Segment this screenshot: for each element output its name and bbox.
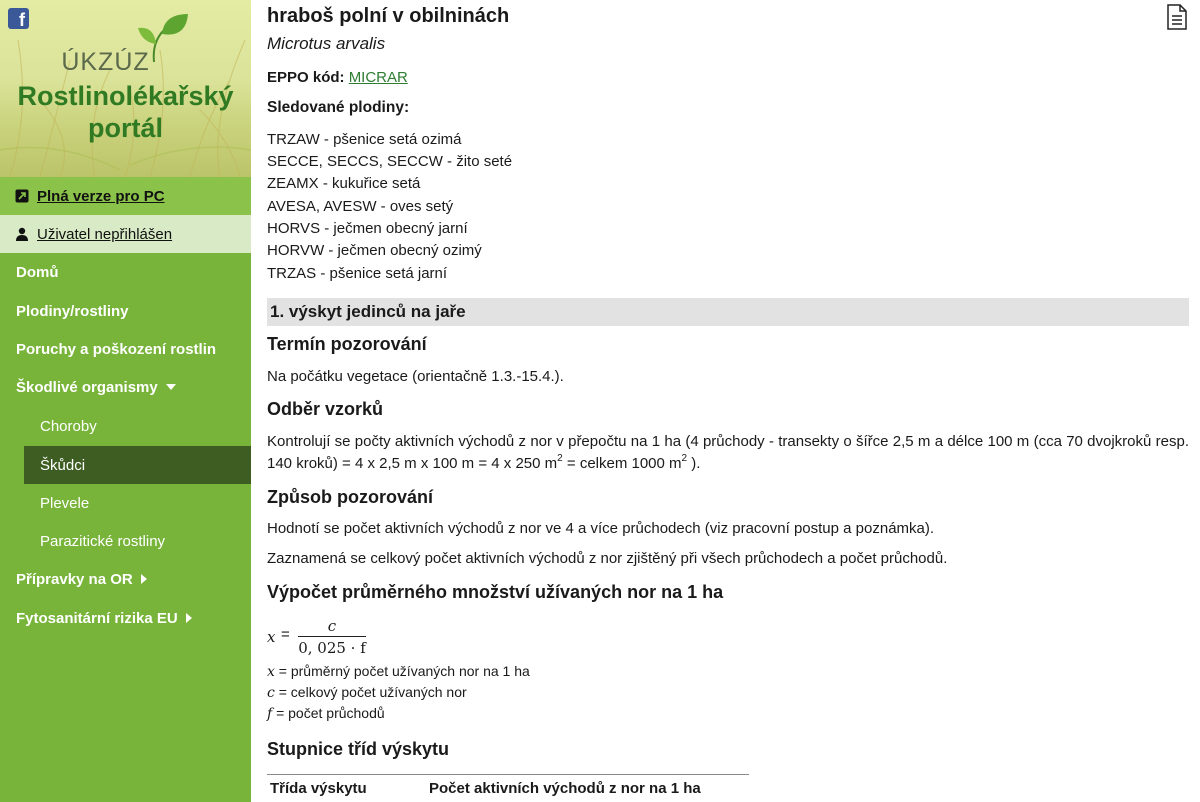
crop-item: TRZAW - pšenice setá ozimá (267, 131, 462, 148)
legend-symbol: c (267, 685, 275, 701)
sampling-exponent: 2 (557, 453, 563, 464)
crop-item: TRZAS - pšenice setá jarní (267, 265, 448, 282)
menu-home-label: Domů (16, 263, 59, 281)
page-title: hraboš polní v obilninách (267, 5, 510, 27)
table-header-class: Třída výskytu (270, 780, 367, 797)
sampling-heading: Odběr vzorků (267, 399, 384, 419)
crop-item: HORVW - ječmen obecný ozimý (267, 242, 482, 259)
eppo-code-link[interactable]: MICRAR (348, 69, 408, 86)
logo-title-line2: portál (87, 113, 163, 143)
crops-heading: Sledované plodiny: (267, 99, 410, 116)
submenu-pests-label: Škůdci (40, 456, 86, 474)
legend-item (267, 663, 530, 680)
submenu-parasitic-plants[interactable] (0, 522, 251, 560)
menu-crops[interactable] (0, 292, 251, 330)
menu-products[interactable] (0, 560, 251, 598)
legend-symbol: f (267, 706, 273, 722)
portal-banner[interactable] (0, 0, 251, 177)
method-text-2: Zaznamená se celkový počet aktivních východů z nor zjištěný při všech průchodech a počet průchodů. (267, 550, 948, 567)
method-text-1: Hodnotí se počet aktivních východů z nor ve 4 a více průchodech (viz pracovní postup a poznámka). (267, 520, 935, 537)
full-version-link[interactable] (0, 177, 251, 215)
crop-item: AVESA, AVESW - oves setý (267, 198, 454, 215)
logo-title-line1: Rostlinolékařský (17, 81, 234, 111)
user-status-link[interactable] (0, 215, 251, 253)
external-link-icon (15, 189, 29, 203)
latin-name: Microtus arvalis (267, 34, 386, 53)
menu-disorders-label: Poruchy a poškození rostlin (16, 340, 217, 358)
eppo-code-row (267, 69, 408, 86)
formula-lhs: x (267, 628, 276, 646)
menu-home[interactable] (0, 253, 251, 291)
menu-harmful-label: Škodlivé organismy (16, 378, 158, 396)
sampling-text-c: ). (687, 455, 701, 472)
submenu-diseases-label: Choroby (40, 417, 97, 435)
calc-heading: Výpočet průměrného množství užívaných nor na 1 ha (267, 582, 724, 602)
logo-org: ÚKZÚZ (61, 48, 150, 76)
term-text: Na počátku vegetace (orientačně 1.3.-15.4.). (267, 368, 564, 385)
sampling-text-a: Kontrolují se počty aktivních východů z nor v přepočtu na 1 ha (4 průchody - transekty o šířce 2,5 m a délce 100 m (cca 70 dvojkroků resp. 140 kroků) = 4 x 2,5 m x 100 m = 4 x 250 m (267, 433, 1189, 472)
formula-denominator: 0, 025 · f (298, 639, 366, 657)
section-heading: 1. výskyt jedinců na jaře (267, 298, 1189, 326)
menu-products-label: Přípravky na OR (16, 570, 133, 588)
facebook-icon[interactable]: f (8, 8, 29, 29)
caret-right-icon (186, 613, 192, 623)
method-heading: Způsob pozorování (267, 487, 433, 507)
legend-text: = celkový počet užívaných nor (274, 684, 467, 700)
user-icon (15, 227, 29, 241)
sampling-text-b: = celkem 1000 m (562, 455, 682, 472)
legend-text: = průměrný počet užívaných nor na 1 ha (274, 663, 530, 679)
scale-heading: Stupnice tříd výskytu (267, 739, 450, 759)
submenu-diseases[interactable] (0, 407, 251, 445)
formula-numerator: c (298, 617, 366, 637)
crop-item: HORVS - ječmen obecný jarní (267, 220, 468, 237)
eppo-label: EPPO kód: (267, 69, 345, 86)
formula-fraction (298, 617, 366, 657)
table-top-border (267, 774, 749, 775)
submenu-weeds-label: Plevele (40, 494, 90, 512)
menu-crops-label: Plodiny/rostliny (16, 302, 129, 320)
sidebar (0, 0, 251, 802)
menu-harmful-organisms[interactable] (0, 368, 251, 406)
caret-right-icon (141, 574, 147, 584)
legend-item (267, 705, 385, 722)
legend-text: = počet průchodů (272, 705, 385, 721)
menu-phyto-label: Fytosanitární rizika EU (16, 609, 178, 627)
legend-item (267, 684, 467, 701)
term-heading: Termín pozorování (267, 334, 427, 354)
crop-item: ZEAMX - kukuřice setá (267, 175, 421, 192)
full-version-label[interactable]: Plná verze pro PC (37, 187, 165, 205)
sampling-exponent: 2 (681, 453, 688, 464)
menu-phytosanitary[interactable] (0, 599, 251, 637)
legend-symbol: x (267, 664, 275, 680)
menu-disorders[interactable] (0, 330, 251, 368)
submenu-pests-active[interactable] (24, 446, 251, 484)
crop-item: SECCE, SECCS, SECCW - žito seté (267, 153, 513, 170)
formula-equals: = (281, 626, 290, 643)
print-document-icon[interactable] (1166, 4, 1188, 30)
submenu-parasitic-label: Parazitické rostliny (40, 532, 166, 550)
submenu-weeds[interactable] (0, 484, 251, 522)
sampling-text (267, 431, 1189, 475)
table-header-count: Počet aktivních východů z nor na 1 ha (429, 780, 701, 797)
caret-down-icon (166, 384, 176, 390)
user-status-label[interactable]: Uživatel nepřihlášen (37, 225, 173, 243)
